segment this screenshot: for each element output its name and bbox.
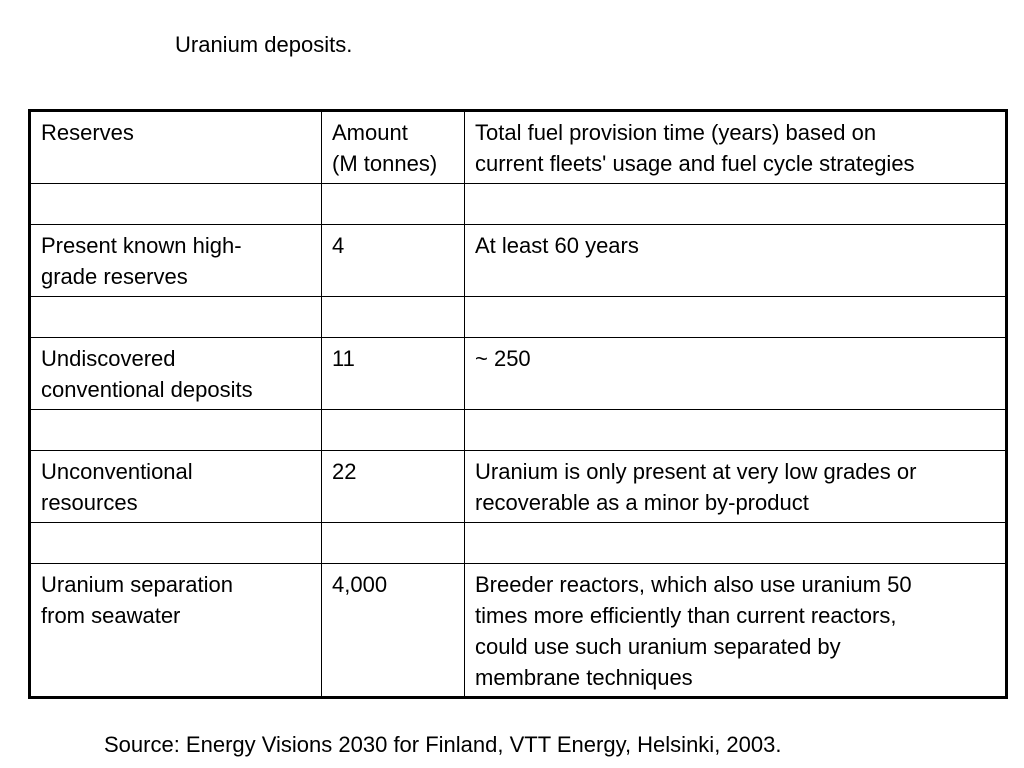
empty-cell (322, 523, 465, 564)
table-spacer-row (30, 523, 1007, 564)
cell-reserves: Undiscovered conventional deposits (30, 338, 322, 410)
empty-cell (465, 410, 1007, 451)
empty-cell (322, 184, 465, 225)
cell-amount: 22 (322, 451, 465, 523)
cell-amount: 11 (322, 338, 465, 410)
header-amount: Amount (M tonnes) (322, 111, 465, 184)
table-row (30, 338, 1007, 410)
empty-cell (30, 297, 322, 338)
source-citation: Source: Energy Visions 2030 for Finland, VTT Energy, Helsinki, 2003. (104, 732, 782, 757)
deposits-table-container (28, 109, 1008, 699)
empty-cell (465, 297, 1007, 338)
empty-cell (30, 184, 322, 225)
empty-cell (322, 297, 465, 338)
table-spacer-row (30, 297, 1007, 338)
empty-cell (30, 523, 322, 564)
table-row (30, 564, 1007, 698)
header-reserves: Reserves (30, 111, 322, 184)
table-row (30, 451, 1007, 523)
table-spacer-row (30, 184, 1007, 225)
empty-cell (30, 410, 322, 451)
cell-amount: 4,000 (322, 564, 465, 698)
table-header-row (30, 111, 1007, 184)
table-row (30, 225, 1007, 297)
cell-amount: 4 (322, 225, 465, 297)
cell-provision: At least 60 years (465, 225, 1007, 297)
cell-provision: Breeder reactors, which also use uranium 50 times more efficiently than current reactors, could use such uranium separated by membrane techniques (465, 564, 1007, 698)
cell-reserves: Uranium separation from seawater (30, 564, 322, 698)
empty-cell (322, 410, 465, 451)
table-spacer-row (30, 410, 1007, 451)
page-title: Uranium deposits. (175, 32, 353, 57)
cell-provision: Uranium is only present at very low grades or recoverable as a minor by-product (465, 451, 1007, 523)
empty-cell (465, 184, 1007, 225)
cell-reserves: Present known high- grade reserves (30, 225, 322, 297)
header-provision-time: Total fuel provision time (years) based on current fleets' usage and fuel cycle strategies (465, 111, 1007, 184)
uranium-deposits-table (28, 109, 1008, 699)
empty-cell (465, 523, 1007, 564)
cell-reserves: Unconventional resources (30, 451, 322, 523)
cell-provision: ~ 250 (465, 338, 1007, 410)
